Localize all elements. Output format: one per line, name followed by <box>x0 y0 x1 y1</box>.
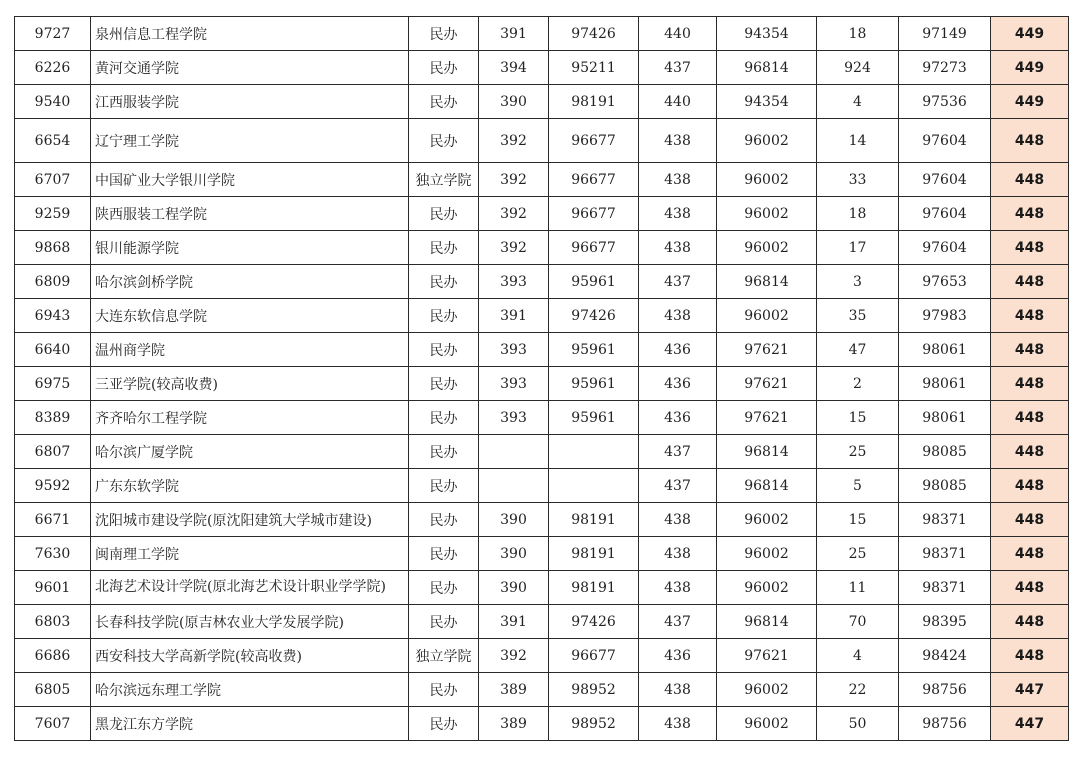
rank-1-cell: 96677 <box>549 639 639 673</box>
school-name-cell: 黄河交通学院 <box>91 51 409 85</box>
school-name-cell: 大连东软信息学院 <box>91 299 409 333</box>
school-name-cell: 三亚学院(较高收费) <box>91 367 409 401</box>
plan-count-cell: 50 <box>817 707 899 741</box>
school-type-cell: 民办 <box>409 299 479 333</box>
rank-1-cell: 98191 <box>549 571 639 605</box>
plan-count-cell: 18 <box>817 17 899 51</box>
table-row <box>15 571 1069 605</box>
rank-2-cell: 96814 <box>717 469 817 503</box>
min-score-1-cell: 392 <box>479 163 549 197</box>
table-row <box>15 435 1069 469</box>
score-cell: 448 <box>991 469 1069 503</box>
plan-count-cell: 33 <box>817 163 899 197</box>
min-score-2-cell: 438 <box>639 299 717 333</box>
score-cell: 448 <box>991 231 1069 265</box>
school-type-cell: 民办 <box>409 537 479 571</box>
min-score-1-cell: 392 <box>479 197 549 231</box>
school-code-cell: 6809 <box>15 265 91 299</box>
school-code-cell: 6805 <box>15 673 91 707</box>
rank-1-cell: 98191 <box>549 85 639 119</box>
rank-3-cell: 97604 <box>899 163 991 197</box>
plan-count-cell: 15 <box>817 401 899 435</box>
rank-3-cell: 98371 <box>899 537 991 571</box>
rank-1-cell <box>549 435 639 469</box>
school-code-cell: 9601 <box>15 571 91 605</box>
score-cell: 448 <box>991 119 1069 163</box>
school-name-cell: 哈尔滨广厦学院 <box>91 435 409 469</box>
min-score-1-cell: 392 <box>479 231 549 265</box>
min-score-1-cell: 393 <box>479 401 549 435</box>
score-cell: 448 <box>991 571 1069 605</box>
rank-2-cell: 96814 <box>717 265 817 299</box>
school-name-cell: 齐齐哈尔工程学院 <box>91 401 409 435</box>
school-code-cell: 8389 <box>15 401 91 435</box>
score-cell: 447 <box>991 707 1069 741</box>
school-code-cell: 9868 <box>15 231 91 265</box>
min-score-1-cell: 389 <box>479 673 549 707</box>
rank-3-cell: 98085 <box>899 469 991 503</box>
score-cell: 448 <box>991 299 1069 333</box>
school-type-cell: 民办 <box>409 367 479 401</box>
rank-1-cell: 97426 <box>549 17 639 51</box>
rank-2-cell: 96002 <box>717 707 817 741</box>
min-score-1-cell: 392 <box>479 119 549 163</box>
rank-1-cell: 96677 <box>549 163 639 197</box>
plan-count-cell: 3 <box>817 265 899 299</box>
school-code-cell: 6226 <box>15 51 91 85</box>
school-type-cell: 民办 <box>409 605 479 639</box>
school-type-cell: 民办 <box>409 51 479 85</box>
score-cell: 448 <box>991 537 1069 571</box>
min-score-2-cell: 437 <box>639 469 717 503</box>
rank-1-cell <box>549 469 639 503</box>
rank-1-cell: 95961 <box>549 265 639 299</box>
score-cell: 448 <box>991 333 1069 367</box>
min-score-1-cell: 393 <box>479 367 549 401</box>
rank-3-cell: 98395 <box>899 605 991 639</box>
table-row <box>15 119 1069 163</box>
school-name-cell: 陕西服装工程学院 <box>91 197 409 231</box>
min-score-2-cell: 436 <box>639 367 717 401</box>
rank-3-cell: 97273 <box>899 51 991 85</box>
score-cell: 448 <box>991 197 1069 231</box>
school-code-cell: 6686 <box>15 639 91 673</box>
school-type-cell: 民办 <box>409 17 479 51</box>
rank-1-cell: 98952 <box>549 707 639 741</box>
school-name-cell: 银川能源学院 <box>91 231 409 265</box>
rank-1-cell: 98952 <box>549 673 639 707</box>
score-cell: 448 <box>991 367 1069 401</box>
min-score-1-cell: 389 <box>479 707 549 741</box>
table-row <box>15 639 1069 673</box>
table-row <box>15 197 1069 231</box>
school-code-cell: 6975 <box>15 367 91 401</box>
rank-3-cell: 98371 <box>899 571 991 605</box>
rank-1-cell: 96677 <box>549 197 639 231</box>
min-score-1-cell: 391 <box>479 605 549 639</box>
rank-2-cell: 97621 <box>717 367 817 401</box>
score-cell: 448 <box>991 163 1069 197</box>
plan-count-cell: 4 <box>817 85 899 119</box>
score-cell: 449 <box>991 51 1069 85</box>
rank-1-cell: 98191 <box>549 537 639 571</box>
rank-3-cell: 98424 <box>899 639 991 673</box>
school-name-cell: 温州商学院 <box>91 333 409 367</box>
school-type-cell: 民办 <box>409 571 479 605</box>
school-type-cell: 民办 <box>409 265 479 299</box>
score-cell: 447 <box>991 673 1069 707</box>
plan-count-cell: 15 <box>817 503 899 537</box>
table-row <box>15 503 1069 537</box>
rank-3-cell: 97604 <box>899 119 991 163</box>
min-score-2-cell: 438 <box>639 571 717 605</box>
rank-1-cell: 97426 <box>549 605 639 639</box>
min-score-1-cell: 390 <box>479 503 549 537</box>
school-code-cell: 7607 <box>15 707 91 741</box>
table-row <box>15 51 1069 85</box>
table-row <box>15 163 1069 197</box>
rank-2-cell: 96002 <box>717 197 817 231</box>
school-type-cell: 民办 <box>409 85 479 119</box>
min-score-2-cell: 440 <box>639 85 717 119</box>
rank-2-cell: 96002 <box>717 119 817 163</box>
plan-count-cell: 2 <box>817 367 899 401</box>
school-type-cell: 独立学院 <box>409 639 479 673</box>
school-name-cell: 闽南理工学院 <box>91 537 409 571</box>
school-type-cell: 民办 <box>409 231 479 265</box>
plan-count-cell: 25 <box>817 537 899 571</box>
min-score-2-cell: 437 <box>639 51 717 85</box>
rank-3-cell: 97983 <box>899 299 991 333</box>
rank-2-cell: 94354 <box>717 17 817 51</box>
min-score-2-cell: 438 <box>639 231 717 265</box>
rank-2-cell: 97621 <box>717 639 817 673</box>
table-row <box>15 231 1069 265</box>
table-row <box>15 333 1069 367</box>
plan-count-cell: 11 <box>817 571 899 605</box>
rank-1-cell: 98191 <box>549 503 639 537</box>
score-cell: 449 <box>991 85 1069 119</box>
min-score-1-cell: 391 <box>479 17 549 51</box>
score-cell: 448 <box>991 265 1069 299</box>
rank-2-cell: 96002 <box>717 503 817 537</box>
score-cell: 448 <box>991 639 1069 673</box>
rank-3-cell: 98756 <box>899 673 991 707</box>
school-code-cell: 9540 <box>15 85 91 119</box>
rank-1-cell: 95961 <box>549 333 639 367</box>
rank-1-cell: 96677 <box>549 231 639 265</box>
table-row <box>15 17 1069 51</box>
min-score-1-cell: 394 <box>479 51 549 85</box>
admission-score-table <box>14 16 1069 741</box>
school-name-cell: 广东东软学院 <box>91 469 409 503</box>
school-code-cell: 6654 <box>15 119 91 163</box>
school-code-cell: 6671 <box>15 503 91 537</box>
school-name-cell: 辽宁理工学院 <box>91 119 409 163</box>
table-row <box>15 367 1069 401</box>
rank-1-cell: 95211 <box>549 51 639 85</box>
rank-2-cell: 97621 <box>717 401 817 435</box>
min-score-2-cell: 438 <box>639 537 717 571</box>
score-cell: 448 <box>991 435 1069 469</box>
rank-2-cell: 96814 <box>717 435 817 469</box>
school-type-cell: 民办 <box>409 707 479 741</box>
rank-3-cell: 98085 <box>899 435 991 469</box>
rank-2-cell: 96002 <box>717 673 817 707</box>
min-score-2-cell: 437 <box>639 605 717 639</box>
school-type-cell: 独立学院 <box>409 163 479 197</box>
school-type-cell: 民办 <box>409 401 479 435</box>
school-code-cell: 6807 <box>15 435 91 469</box>
school-code-cell: 9259 <box>15 197 91 231</box>
rank-3-cell: 98061 <box>899 401 991 435</box>
school-code-cell: 9727 <box>15 17 91 51</box>
rank-2-cell: 97621 <box>717 333 817 367</box>
table-row <box>15 265 1069 299</box>
plan-count-cell: 47 <box>817 333 899 367</box>
rank-2-cell: 94354 <box>717 85 817 119</box>
table-row <box>15 469 1069 503</box>
rank-2-cell: 96814 <box>717 51 817 85</box>
rank-3-cell: 97149 <box>899 17 991 51</box>
school-name-cell: 哈尔滨远东理工学院 <box>91 673 409 707</box>
rank-2-cell: 96002 <box>717 571 817 605</box>
score-cell: 449 <box>991 17 1069 51</box>
table-row <box>15 85 1069 119</box>
rank-3-cell: 98756 <box>899 707 991 741</box>
rank-3-cell: 97653 <box>899 265 991 299</box>
rank-2-cell: 96002 <box>717 163 817 197</box>
school-code-cell: 6943 <box>15 299 91 333</box>
table-body <box>15 17 1069 741</box>
school-type-cell: 民办 <box>409 119 479 163</box>
plan-count-cell: 14 <box>817 119 899 163</box>
min-score-2-cell: 438 <box>639 673 717 707</box>
min-score-1-cell: 391 <box>479 299 549 333</box>
table-row <box>15 401 1069 435</box>
school-type-cell: 民办 <box>409 197 479 231</box>
rank-3-cell: 97604 <box>899 197 991 231</box>
plan-count-cell: 4 <box>817 639 899 673</box>
min-score-1-cell: 390 <box>479 537 549 571</box>
min-score-2-cell: 436 <box>639 401 717 435</box>
school-type-cell: 民办 <box>409 503 479 537</box>
school-code-cell: 7630 <box>15 537 91 571</box>
school-name-cell: 黑龙江东方学院 <box>91 707 409 741</box>
plan-count-cell: 25 <box>817 435 899 469</box>
school-name-cell: 江西服装学院 <box>91 85 409 119</box>
score-cell: 448 <box>991 605 1069 639</box>
school-name-cell: 沈阳城市建设学院(原沈阳建筑大学城市建设) <box>91 503 409 537</box>
school-name-cell: 哈尔滨剑桥学院 <box>91 265 409 299</box>
min-score-2-cell: 436 <box>639 639 717 673</box>
rank-2-cell: 96002 <box>717 299 817 333</box>
school-name-cell: 长春科技学院(原吉林农业大学发展学院) <box>91 605 409 639</box>
school-name-cell: 泉州信息工程学院 <box>91 17 409 51</box>
school-name-cell: 北海艺术设计学院(原北海艺术设计职业学学院) <box>91 571 409 605</box>
plan-count-cell: 35 <box>817 299 899 333</box>
rank-2-cell: 96002 <box>717 231 817 265</box>
table-row <box>15 299 1069 333</box>
rank-1-cell: 95961 <box>549 401 639 435</box>
plan-count-cell: 5 <box>817 469 899 503</box>
plan-count-cell: 924 <box>817 51 899 85</box>
school-type-cell: 民办 <box>409 435 479 469</box>
min-score-2-cell: 438 <box>639 197 717 231</box>
min-score-1-cell <box>479 435 549 469</box>
plan-count-cell: 18 <box>817 197 899 231</box>
school-name-cell: 西安科技大学高新学院(较高收费) <box>91 639 409 673</box>
min-score-1-cell: 392 <box>479 639 549 673</box>
school-code-cell: 6803 <box>15 605 91 639</box>
min-score-1-cell: 390 <box>479 85 549 119</box>
min-score-2-cell: 437 <box>639 265 717 299</box>
school-type-cell: 民办 <box>409 673 479 707</box>
table-row <box>15 537 1069 571</box>
min-score-2-cell: 438 <box>639 119 717 163</box>
plan-count-cell: 22 <box>817 673 899 707</box>
school-type-cell: 民办 <box>409 469 479 503</box>
min-score-2-cell: 437 <box>639 435 717 469</box>
rank-1-cell: 97426 <box>549 299 639 333</box>
min-score-1-cell: 390 <box>479 571 549 605</box>
score-cell: 448 <box>991 503 1069 537</box>
table-row <box>15 707 1069 741</box>
school-type-cell: 民办 <box>409 333 479 367</box>
table-row <box>15 673 1069 707</box>
score-cell: 448 <box>991 401 1069 435</box>
min-score-1-cell <box>479 469 549 503</box>
plan-count-cell: 70 <box>817 605 899 639</box>
table-row <box>15 605 1069 639</box>
min-score-2-cell: 436 <box>639 333 717 367</box>
min-score-1-cell: 393 <box>479 265 549 299</box>
rank-3-cell: 97604 <box>899 231 991 265</box>
plan-count-cell: 17 <box>817 231 899 265</box>
school-code-cell: 6640 <box>15 333 91 367</box>
min-score-2-cell: 438 <box>639 503 717 537</box>
rank-1-cell: 95961 <box>549 367 639 401</box>
rank-3-cell: 98371 <box>899 503 991 537</box>
school-code-cell: 6707 <box>15 163 91 197</box>
rank-2-cell: 96002 <box>717 537 817 571</box>
min-score-1-cell: 393 <box>479 333 549 367</box>
school-name-cell: 中国矿业大学银川学院 <box>91 163 409 197</box>
min-score-2-cell: 438 <box>639 163 717 197</box>
rank-3-cell: 98061 <box>899 333 991 367</box>
rank-2-cell: 96814 <box>717 605 817 639</box>
rank-3-cell: 97536 <box>899 85 991 119</box>
min-score-2-cell: 438 <box>639 707 717 741</box>
min-score-2-cell: 440 <box>639 17 717 51</box>
school-code-cell: 9592 <box>15 469 91 503</box>
rank-1-cell: 96677 <box>549 119 639 163</box>
rank-3-cell: 98061 <box>899 367 991 401</box>
